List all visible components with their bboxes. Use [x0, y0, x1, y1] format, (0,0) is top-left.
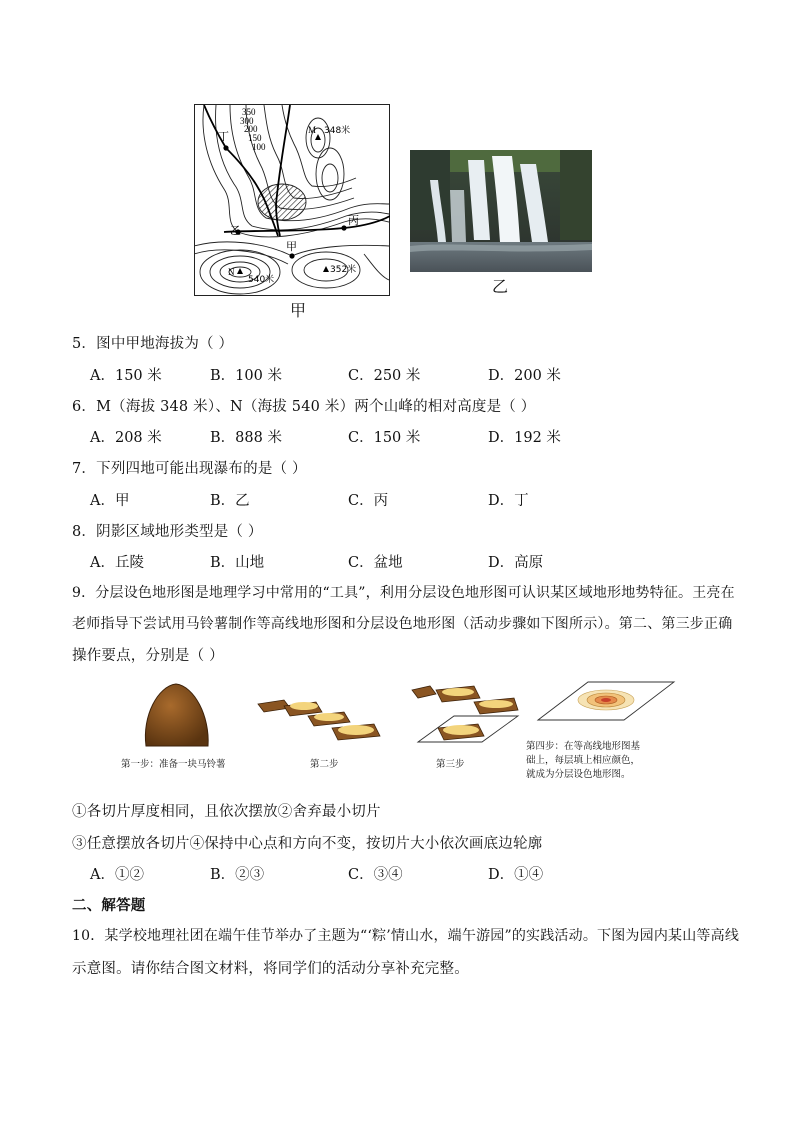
q7-option-a: A．甲: [90, 493, 130, 509]
q9-statement-1: ①各切片厚度相同，且依次摆放②舍弃最小切片: [72, 804, 381, 820]
q9-option-b: B．②③: [210, 867, 265, 883]
q6-option-c: C．150 米: [348, 430, 421, 446]
q8-option-b: B．山地: [210, 555, 265, 571]
point-bing: [341, 225, 346, 230]
q8-option-c: C．盆地: [348, 555, 403, 571]
peak-m-height: 348米: [324, 126, 351, 136]
q6-option-b: B．888 米: [210, 430, 282, 446]
photo-caption: 乙: [492, 277, 509, 296]
step2-slices: [258, 700, 380, 740]
step4-caption-line-2: 础上，每层填上相应颜色，: [526, 755, 641, 766]
point-ding: [223, 145, 228, 150]
peak-n-height: 540米: [248, 275, 275, 285]
question-10-line-1: 10．某学校地理社团在端午佳节举办了主题为“‘粽’情山水，端午游园”的实践活动。下图为园内某山等高线: [72, 928, 740, 944]
question-8-stem: 8．阴影区域地形类型是（ ）: [72, 524, 263, 540]
step2-caption: 第二步: [310, 759, 339, 770]
step3-caption: 第三步: [436, 759, 465, 770]
contour-label: 200: [244, 124, 258, 134]
step3-slices: [412, 686, 518, 742]
step4-layered-map: [538, 682, 674, 720]
waterfall-photo: [410, 150, 592, 272]
peak-n-label: N: [228, 267, 235, 277]
label-jia: 甲: [286, 240, 297, 253]
q7-option-d: D．丁: [488, 493, 529, 509]
question-10-line-2: 示意图。请你结合图文材料，将同学们的活动分享补充完整。: [72, 961, 469, 977]
contour-label: 350: [242, 107, 256, 117]
question-9-line-2: 老师指导下尝试用马铃薯制作等高线地形图和分层设色地形图（活动步骤如下图所示）。第二、第三步正确: [72, 616, 733, 632]
section-heading: 二、解答题: [72, 897, 146, 914]
q6-option-a: A．208 米: [90, 430, 162, 446]
label-ding: 丁: [218, 130, 229, 143]
question-6-stem: 6．M（海拔 348 米）、N（海拔 540 米）两个山峰的相对高度是（ ）: [72, 399, 536, 415]
step4-caption-line-3: 就成为分层设色地形图。: [526, 769, 631, 780]
q6-option-d: D．192 米: [488, 430, 561, 446]
q5-option-a: A．150 米: [90, 368, 162, 384]
contour-label: 100: [252, 142, 266, 152]
waterfall-image: [410, 150, 592, 272]
point-jia: [289, 253, 294, 258]
label-bing: 丙: [348, 214, 359, 227]
q5-option-c: C．250 米: [348, 368, 421, 384]
contour-map: [194, 104, 390, 296]
q9-statement-2: ③任意摆放各切片④保持中心点和方向不变，按切片大小依次画底边轮廓: [72, 836, 543, 852]
step1-caption: 第一步：准备一块马铃薯: [121, 759, 226, 770]
q5-option-b: B．100 米: [210, 368, 282, 384]
peak-352-height: 352米: [330, 265, 357, 275]
question-5-stem: 5．图中甲地海拔为（ ）: [72, 336, 234, 352]
step4-caption-line-1: 第四步：在等高线地形图基: [526, 741, 641, 752]
question-7-stem: 7．下列四地可能出现瀑布的是（ ）: [72, 461, 307, 477]
q7-option-b: B．乙: [210, 493, 250, 509]
q9-option-a: A．①②: [90, 867, 144, 883]
contour-label: 300: [240, 116, 254, 126]
contour-map-svg: [194, 104, 390, 296]
question-9-line-3: 操作要点，分别是（ ）: [72, 648, 224, 664]
label-yi: 乙: [230, 224, 241, 237]
question-9-line-1: 9．分层设色地形图是地理学习中常用的“工具”，利用分层设色地形图可认识某区域地形地势特征。王亮在: [72, 585, 735, 601]
q7-option-c: C．丙: [348, 493, 389, 509]
whole-potato: [145, 684, 208, 746]
step4-caption: [526, 740, 640, 782]
q9-option-c: C．③④: [348, 867, 403, 883]
map-caption: 甲: [290, 301, 307, 320]
q5-option-d: D．200 米: [488, 368, 561, 384]
q8-option-a: A．丘陵: [90, 555, 144, 571]
q9-option-d: D．①④: [488, 867, 544, 883]
q8-option-d: D．高原: [488, 555, 544, 571]
peak-m-label: M: [308, 125, 317, 135]
contour-label: 150: [248, 133, 262, 143]
